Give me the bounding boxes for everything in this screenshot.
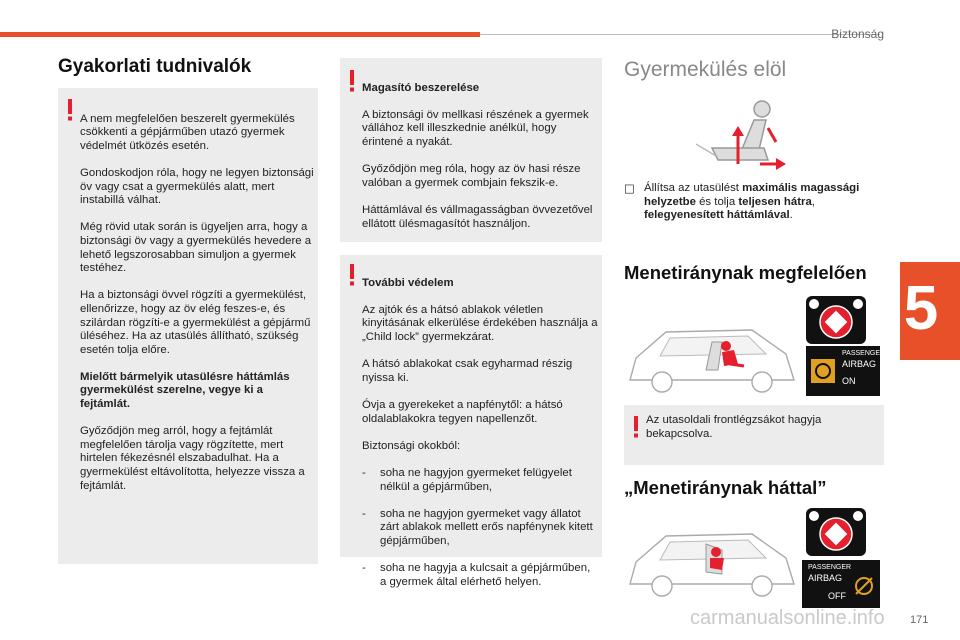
booster-text — [362, 68, 598, 245]
list-text: soha ne hagyjon gyermeket felügyelet nélkül a gépjárműben, — [380, 466, 572, 493]
paragraph: Ha a biztonsági övvel rögzíti a gyermekülést, ellenőrizze, hogy az öv elég feszes-e, és szilárdan rögzíti-e a gyermekülést a gépjármű üléséhez. Ha az utasülés állítható, szükség esetén tolja előre. — [80, 289, 311, 356]
header-rule — [480, 34, 880, 35]
seat-adjust-illustration — [690, 98, 790, 172]
front-seat-instruction — [624, 182, 882, 223]
front-seat-heading: Gyermekülés elöl — [624, 58, 787, 81]
forward-facing-car-illustration — [626, 318, 798, 396]
airbag-on-icon — [810, 358, 836, 384]
instr-text: és tolja — [695, 195, 739, 208]
box-title: További védelem — [362, 276, 454, 289]
warning-icon — [632, 416, 640, 438]
practical-info-heading: Gyakorlati tudnivalók — [58, 56, 252, 77]
paragraph: Még rövid utak során is ügyeljen arra, hogy a biztonsági öv vagy a gyermekülés hevedere a lehető legszorosabban simuljon a gyermek testéhez. — [80, 221, 312, 275]
warning-icon — [348, 70, 356, 92]
airbag-off-icon — [852, 574, 876, 598]
chapter-number: 5 — [903, 274, 939, 343]
list-text: soha ne hagyja a kulcsait a gépjárműben, a gyermek által elérhető helyen. — [380, 562, 591, 588]
paragraph: Győződjön meg arról, hogy a fejtámlát megfelelően tárolja vagy rögzítette, mert hirtelen fékezésnél elszabadulhat. Ha a gyermekülést eltávolította, helyezze vissza a fejtámlát. — [80, 425, 305, 492]
instr-bold: teljesen hátra — [738, 195, 812, 208]
bullet-square-icon: □ — [624, 181, 635, 195]
instr-text: Állítsa az utasülést — [644, 182, 743, 194]
list-item — [362, 562, 598, 589]
instr-bold: felegyenesített háttámlával — [644, 209, 790, 222]
rear-facing-car-illustration — [626, 522, 798, 600]
paragraph: Háttámlával és vállmagasságban övvezetővel ellátott ülésmagasítót használjon. — [362, 203, 593, 230]
chapter-tab — [900, 262, 960, 360]
airbag-label-line1: PASSENGER — [808, 564, 852, 571]
list-dash: - — [362, 466, 366, 479]
paragraph: Győződjön meg róla, hogy az öv hasi része valóban a gyermek combjain fekszik-e. — [362, 163, 581, 189]
practical-info-text — [80, 99, 314, 507]
list-item — [362, 467, 598, 494]
paragraph-bold: Mielőtt bármelyik utasülésre háttámlás gyermekülést szerelne, vegye ki a fejtámlát. — [80, 370, 290, 411]
paragraph: Óvja a gyerekeket a napfénytől: a hátsó oldalablakokra tegyen napellenzőt. — [362, 398, 563, 425]
airbag-warning-text: Az utasoldali frontlégzsákot hagyja bekapcsolva. — [646, 414, 822, 440]
extra-protection-text — [362, 263, 598, 603]
warning-icon — [348, 264, 356, 286]
list-dash: - — [362, 507, 366, 520]
list-item — [362, 508, 598, 549]
page-number: 171 — [910, 614, 929, 626]
airbag-status-on: ON — [842, 376, 856, 386]
paragraph: A hátsó ablakokat csak egyharmad részig nyissa ki. — [362, 358, 573, 384]
airbag-deactivation-sticker-icon — [806, 508, 866, 556]
paragraph: A nem megfelelően beszerelt gyermekülés csökkenti a gépjárműben utazó gyermek védelmét ütközés esetén. — [80, 112, 295, 152]
watermark: carmanualsonline.info — [690, 607, 885, 629]
warning-icon — [66, 99, 74, 121]
airbag-label-line2: AIRBAG — [808, 573, 843, 583]
instr-text: . — [789, 209, 793, 222]
airbag-status-off: OFF — [828, 591, 846, 601]
airbag-label-line1: PASSENGER — [842, 350, 886, 357]
airbag-deactivation-sticker-icon — [806, 296, 866, 344]
rear-facing-heading: „Menetiránynak háttal” — [624, 477, 827, 498]
list-dash: - — [362, 562, 366, 575]
header-accent-bar — [0, 32, 480, 37]
passenger-airbag-off-display — [802, 560, 880, 608]
paragraph: Gondoskodjon róla, hogy ne legyen biztonsági öv vagy csat a gyermekülés alatt, mert instabillá válhat. — [80, 166, 314, 207]
paragraph: A biztonsági öv mellkasi részének a gyermek vállához kell illeszkednie anélkül, hogy érintené a nyakát. — [362, 108, 589, 148]
airbag-label-line2: AIRBAG — [842, 359, 877, 369]
instr-text: , — [811, 195, 815, 208]
passenger-airbag-on-display — [806, 346, 886, 396]
list-text: soha ne hagyjon gyermeket vagy állatot zárt ablakok mellett erős napfénynek kitett gépjárműben, — [380, 507, 593, 547]
paragraph: Biztonsági okokból: — [362, 439, 461, 452]
instr-bold: maximális magassági helyzetbe — [644, 182, 860, 208]
forward-facing-heading: Menetiránynak megfelelően — [624, 262, 867, 283]
section-title: Biztonság — [831, 27, 884, 41]
box-title: Magasító beszerelése — [362, 81, 480, 94]
paragraph: Az ajtók és a hátsó ablakok véletlen kinyitásának elkerülése érdekében használja a „Child lock” gyermekzárat. — [362, 303, 598, 343]
